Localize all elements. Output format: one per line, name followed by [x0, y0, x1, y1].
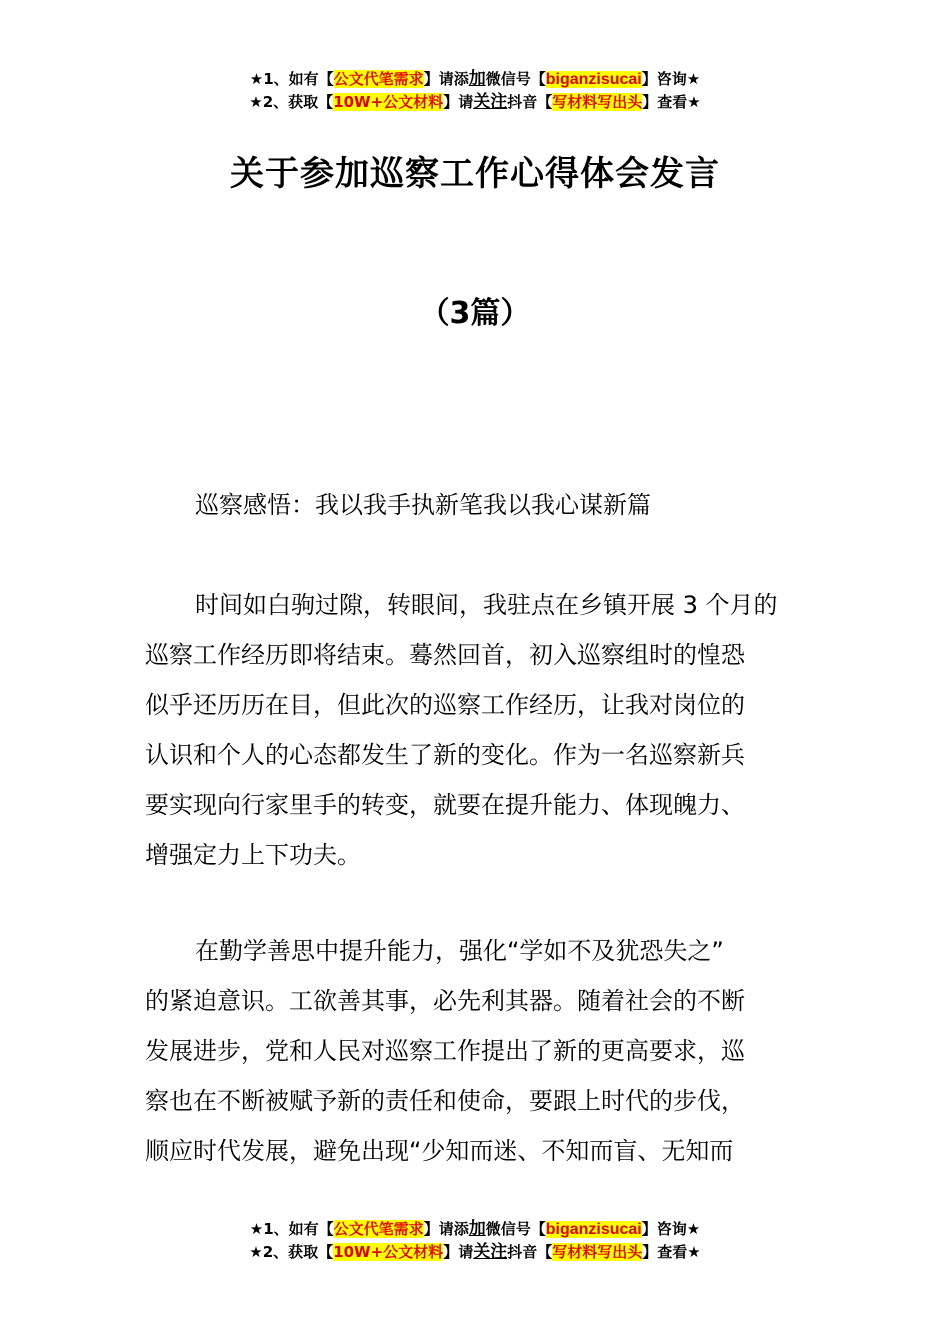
footer-banner: [0, 1218, 950, 1263]
highlight-wechat-id: biganzisucai: [545, 71, 642, 88]
paragraph-line: 要实现向行家里手的转变，就要在提升能力、体现魄力、: [145, 791, 745, 819]
section-heading: 巡察感悟：我以我手执新笔我以我心谋新篇: [195, 491, 651, 519]
paragraph-line: 时间如白驹过隙，转眼间，我驻点在乡镇开展 3 个月的: [195, 591, 778, 619]
banner-emphasis: 加: [468, 1219, 486, 1239]
banner-text: 】请: [443, 1243, 474, 1261]
banner-emphasis: 关注: [473, 1242, 508, 1262]
highlight-materials: 10W+公文材料: [333, 93, 444, 111]
banner-text: ★2、获取【: [249, 93, 334, 111]
document-title: 关于参加巡察工作心得体会发言: [230, 154, 720, 194]
banner-text: ★1、如有【: [249, 1220, 334, 1238]
banner-text: 】咨询★: [641, 70, 701, 88]
banner-text: ★1、如有【: [249, 70, 334, 88]
highlight-service: 公文代笔需求: [333, 1220, 424, 1238]
header-banner: [0, 68, 950, 113]
banner-line-2: [0, 1241, 950, 1263]
banner-line-1: [0, 68, 950, 91]
paragraph-line: 巡察工作经历即将结束。蓦然回首，初入巡察组时的惶恐: [145, 641, 745, 669]
banner-text: ★2、获取【: [249, 1243, 334, 1261]
document-subtitle: （3篇）: [419, 296, 531, 331]
highlight-wechat-id: biganzisucai: [545, 1221, 642, 1238]
banner-emphasis: 关注: [473, 92, 508, 112]
banner-text: 】咨询★: [641, 1220, 701, 1238]
paragraph-line: 增强定力上下功夫。: [145, 841, 361, 869]
paragraph-1: [145, 580, 810, 880]
paragraph-line: 发展进步，党和人民对巡察工作提出了新的更高要求，巡: [145, 1037, 745, 1065]
highlight-douyin: 写材料写出头: [552, 1243, 643, 1261]
banner-text: 抖音【: [507, 1243, 553, 1261]
highlight-service: 公文代笔需求: [333, 70, 424, 88]
banner-line-1: [0, 1218, 950, 1241]
highlight-douyin: 写材料写出头: [552, 93, 643, 111]
paragraph-line: 在勤学善思中提升能力，强化“学如不及犹恐失之”: [195, 937, 724, 965]
banner-text: 微信号【: [485, 70, 546, 88]
paragraph-line: 察也在不断被赋予新的责任和使命，要跟上时代的步伐，: [145, 1087, 745, 1115]
paragraph-line: 认识和个人的心态都发生了新的变化。作为一名巡察新兵: [145, 741, 745, 769]
banner-text: 抖音【: [507, 93, 553, 111]
banner-text: 】请添: [423, 1220, 469, 1238]
paragraph-line: 顺应时代发展，避免出现“少知而迷、不知而盲、无知而: [145, 1137, 734, 1165]
highlight-materials: 10W+公文材料: [333, 1243, 444, 1261]
paragraph-line: 似乎还历历在目，但此次的巡察工作经历，让我对岗位的: [145, 691, 745, 719]
banner-text: 】请添: [423, 70, 469, 88]
banner-text: 】请: [443, 93, 474, 111]
banner-text: 】查看★: [642, 93, 701, 111]
paragraph-line: 的紧迫意识。工欲善其事，必先利其器。随着社会的不断: [145, 987, 745, 1015]
paragraph-2: [145, 926, 810, 1176]
banner-emphasis: 加: [468, 69, 486, 89]
banner-line-2: [0, 91, 950, 113]
banner-text: 微信号【: [485, 1220, 546, 1238]
banner-text: 】查看★: [642, 1243, 701, 1261]
